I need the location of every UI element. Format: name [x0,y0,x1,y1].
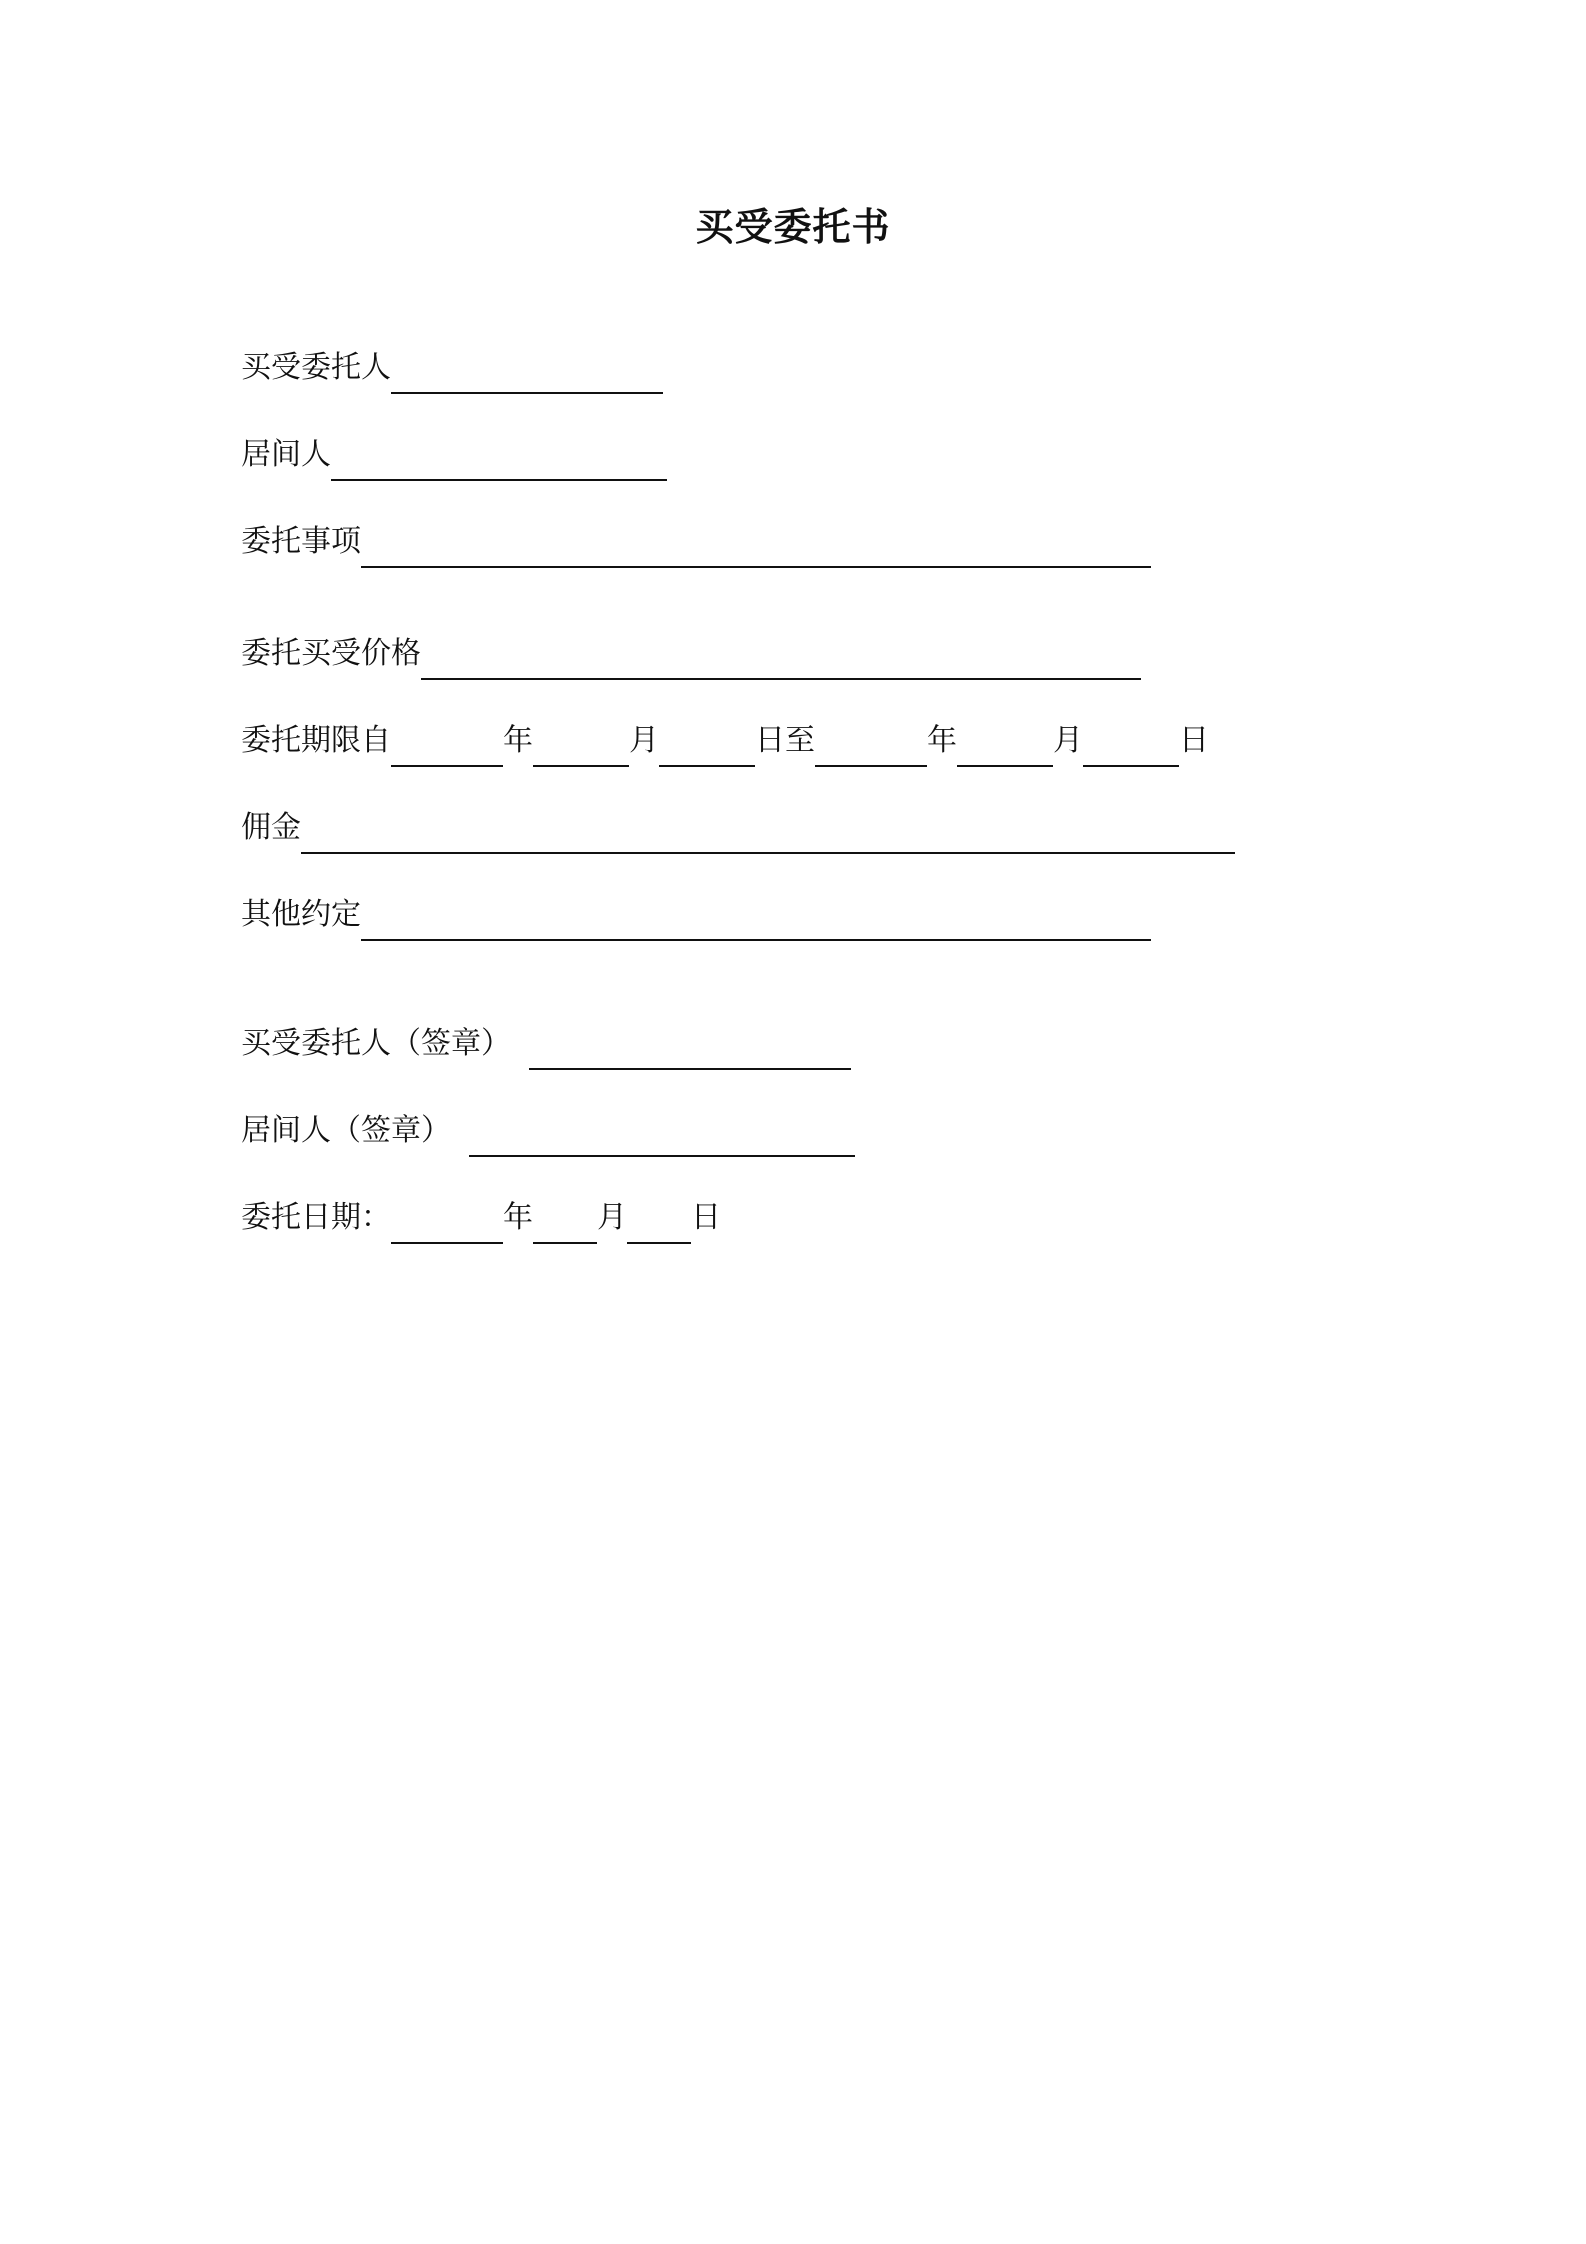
document-title: 买受委托书 [695,205,891,249]
entrust-date-month-label: 月 [597,1200,627,1235]
buyer-client-seal-blank[interactable] [529,1032,851,1070]
buyer-client-seal-row [241,1024,851,1064]
entrust-date-day-label: 日 [691,1200,721,1235]
intermediary-seal-blank[interactable] [469,1119,855,1157]
entrust-date-month-blank[interactable] [533,1206,597,1244]
entrust-date-label: 委托日期： [241,1200,391,1235]
entrusted-price-label: 委托买受价格 [241,636,421,671]
entrust-date-day-blank[interactable] [627,1206,691,1244]
term-start-year-blank[interactable] [391,729,503,767]
entrusted-matter-label: 委托事项 [241,524,361,559]
entrusted-matter-blank[interactable] [361,530,1151,568]
term-start-day-blank[interactable] [659,729,755,767]
buyer-client-blank[interactable] [391,356,663,394]
entrusted-price-blank[interactable] [421,642,1141,680]
term-end-month-label: 月 [1053,723,1083,758]
term-end-day-blank[interactable] [1083,729,1179,767]
intermediary-blank[interactable] [331,443,667,481]
term-end-month-blank[interactable] [957,729,1053,767]
other-terms-label: 其他约定 [241,897,361,932]
term-day-to-label: 日至 [755,723,815,758]
entrusted-price-row [241,634,1141,674]
term-prefix-label: 委托期限自 [241,723,391,758]
term-end-year-blank[interactable] [815,729,927,767]
intermediary-seal-row [241,1111,855,1151]
buyer-client-row [241,348,663,388]
commission-row [241,808,1235,848]
intermediary-seal-label: 居间人（签章） [241,1113,451,1148]
commission-label: 佣金 [241,810,301,845]
buyer-client-seal-label: 买受委托人（签章） [241,1026,511,1061]
intermediary-row [241,435,667,475]
entrusted-matter-row [241,522,1151,562]
entrust-date-year-blank[interactable] [391,1206,503,1244]
term-start-month-blank[interactable] [533,729,629,767]
entrust-date-row [241,1198,721,1238]
intermediary-label: 居间人 [241,437,331,472]
commission-blank[interactable] [301,816,1235,854]
term-start-month-label: 月 [629,723,659,758]
term-end-year-label: 年 [927,723,957,758]
other-terms-row [241,895,1151,935]
term-end-day-label: 日 [1179,723,1209,758]
buyer-client-label: 买受委托人 [241,350,391,385]
entrust-date-year-label: 年 [503,1200,533,1235]
entrust-term-row [241,721,1209,761]
other-terms-blank[interactable] [361,903,1151,941]
term-start-year-label: 年 [503,723,533,758]
